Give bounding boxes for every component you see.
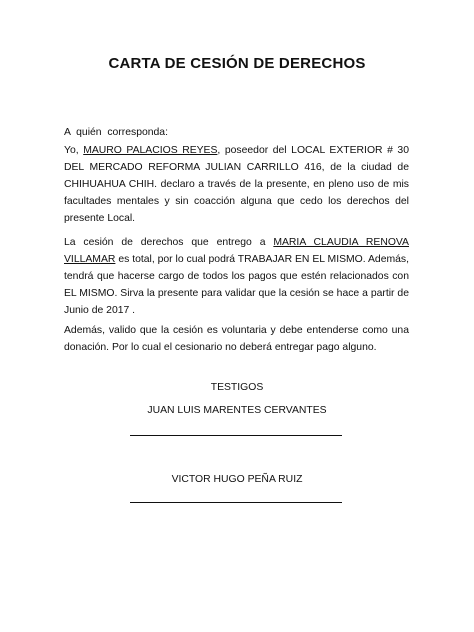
grantee-name: MARIA CLAUDIA RENOVA VILLAMAR [64,237,409,265]
paragraph-2-prefix: La cesión de derechos que entrego a [64,237,274,248]
grantor-name: MAURO PALACIOS REYES [83,145,218,156]
witness-name-2: VICTOR HUGO PEÑA RUIZ [171,474,303,485]
witnesses-heading: TESTIGOS [210,382,264,393]
paragraph-donation: Además, valido que la cesión es voluntaria y debe entenderse como una donación. Por lo cual el cesionario no deberá entregar pago alguno. [64,325,409,353]
paragraph-2-text: es total, por lo cual podrá TRABAJAR EN EL MISMO. Además, tendrá que hacerse cargo de todos los pagos que estén relacionados con EL MISMO. Sirva la presente para validar que la cesión se hace a partir de Junio de 2017 . [64,254,409,316]
paragraph-declaration [64,142,409,227]
paragraph-transfer [64,234,409,319]
paragraph-1-text: , poseedor del LOCAL EXTERIOR # 30 DEL MERCADO REFORMA JULIAN CARRILLO 416, de la ciudad de CHIHUAHUA CHIH. declaro a través de la presente, en pleno uso de mis facultades mentales y sin coacción alguna que cedo los derechos del presente Local. [64,145,409,224]
signature-line-1 [130,435,342,436]
document-title: CARTA DE CESIÓN DE DERECHOS [108,55,366,72]
paragraph-1-prefix: Yo, [64,145,84,156]
witness-name-1: JUAN LUIS MARENTES CERVANTES [147,405,327,416]
signature-line-2 [130,502,342,503]
salutation: A quién corresponda: [64,127,168,138]
